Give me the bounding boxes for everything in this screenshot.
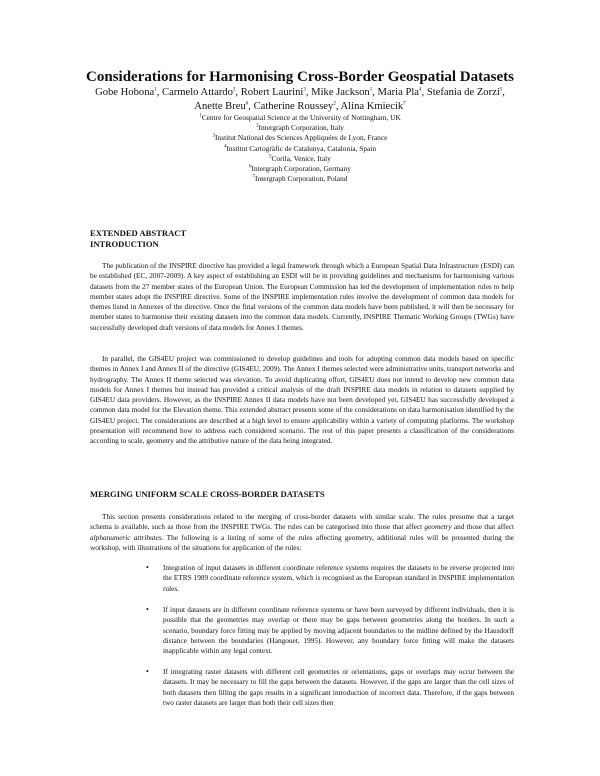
affiliation-text: Institut Cartogràfic de Catalunya, Catalonia, Spain [226, 143, 377, 153]
paper-title: Considerations for Harmonising Cross-Border Geospatial Datasets [86, 69, 514, 85]
bullet-marker: • [146, 605, 149, 614]
affiliation-item [40, 144, 560, 154]
affiliation-marker: 7 [252, 174, 256, 180]
bullet-item-raster: If integrating raster datasets with different cell geometries or orientations, gaps or overlaps may occur between the datasets. It may be necessary to fill the gaps between the datasets. However, if the gaps are larger than the cell sizes of both datasets then filling the gaps results in a significant introduction of incorrect data. Therefore, if the gaps between two raster datasets are larger than both their cell sizes then [163, 667, 514, 707]
affiliation-text: Institut National des Sciences Appliquées de Lyon, France [215, 133, 388, 143]
bullet-marker: • [146, 667, 149, 676]
affiliation-list [40, 113, 560, 184]
author-name: Stefania de Zorzi [426, 87, 500, 98]
author-name: Alina Kmiecik [340, 101, 404, 112]
merging-paragraph: This section presents considerations related to the merging of cross-border datasets with similar scale. The rules presume that a target schema is available, such as those from the INSPIRE TWGs. The rules can be categorised into those that affect geometry and those that affect alphanumeric attributes. The following is a listing of some of the rules affecting geometry, additional rules will be presented during the workshop, with illustrations of the situations for application of the rules: [90, 512, 514, 552]
intro-paragraph-2: In parallel, the GIS4EU project was commissioned to develop guidelines and tools for adopting common data models based on specific themes in Annex I and Annex II of the directive (GIS4EU, 2009). The Annex I themes selected were administrative units, transport networks and hydrography. The Annex II theme selected was elevation. To avoid duplicating effort, GIS4EU does not intend to develop new common data models for Annex I themes but instead has provided a critical analysis of the draft INSPIRE data models in relation to datasets supplied by GIS4EU data providers. However, as the INSPIRE Annex II data models have not been developed yet, GIS4EU has successfully developed a common data model for the Elevation theme. This extended abstract presents some of the considerations on data harmonisation identified by the GIS4EU project. The considerations are described at a high level to ensure applicability within a variety of computing platforms. The workshop presentation will recommend how to address each considered scenario. The rest of this paper presents a classification of the considerations according to scale, geometry and the attributive nature of the data being integrated. [90, 354, 514, 446]
author-name: Gobe Hobona [95, 87, 155, 98]
intro-paragraph-1: The publication of the INSPIRE directive has provided a legal framework through which a European Spatial Data Infrastructure (ESDI) can be established (EC, 2007-2009). A key aspect of establishing an ESDI will be in providing guidelines and mechanisms for harmonising various datasets from the 27 member states of the European Union. The European Commission has led the development of implementation rules to help member states adopt the INSPIRE directive. Some of the INSPIRE implementation rules involve the development of common data models for themes listed in Annexes of the directive. Once the final versions of the common data models have been published, it will then be necessary for member states to harmonise their existing datasets into the common data models. Currently, INSPIRE Thematic Working Groups (TWGs) have successfully developed draft versions of data models for Annex I themes. [90, 261, 514, 332]
author-line-2: Anette Breu$^6$, Catherine Roussey$^2$, Alina Kmiecik$^7$ [194, 101, 406, 112]
author-affiliation-marker: 2 [232, 87, 236, 93]
author-line-1: Gobe Hobona$^1$, Carmelo Attardo$^2$, Robert Laurini$^3$, Mike Jackson$^1$, Maria Pla$^4$, Stefania de Zorzi$^5$, [95, 87, 505, 98]
affiliation-item [40, 174, 560, 184]
author-name: Anette Breu [194, 101, 246, 112]
author-affiliation-marker: 5 [499, 87, 503, 93]
heading-introduction: INTRODUCTION [90, 239, 159, 249]
affiliation-text: Intergraph Corporation, Italy [258, 123, 344, 133]
heading-merging-datasets: MERGING UNIFORM SCALE CROSS-BORDER DATASETS [90, 489, 325, 499]
affiliation-marker: 1 [199, 113, 202, 119]
affiliation-item [40, 123, 560, 133]
affiliation-text: Intergraph Corporation, Poland [255, 174, 348, 184]
affiliation-text: Intergraph Corporation, Germany [251, 164, 351, 174]
author-affiliation-marker: 7 [403, 101, 406, 107]
author-name: Catherine Roussey [253, 101, 334, 112]
affiliation-item [40, 113, 560, 123]
affiliation-item [40, 133, 560, 143]
bullet-item-crs: Integration of input datasets in different coordinate reference systems requires the datasets to be reverse projected into the ETRS 1989 coordinate reference system, which is recognised as the European standard in INSPIRE implementation rules. [163, 563, 514, 593]
author-affiliation-marker: 1 [369, 87, 373, 93]
affiliation-marker: 5 [269, 154, 272, 160]
author-affiliation-marker: 2 [333, 101, 336, 107]
affiliation-text: Corila, Venice, Italy [271, 153, 331, 163]
affiliation-marker: 4 [223, 144, 227, 150]
author-name: Robert Laurini [240, 87, 304, 98]
affiliation-marker: 2 [256, 123, 259, 129]
affiliation-marker: 3 [212, 133, 216, 139]
affiliation-item [40, 164, 560, 174]
affiliation-marker: 6 [249, 164, 252, 170]
author-name: Carmelo Attardo [162, 87, 233, 98]
author-name: Maria Pla [377, 87, 420, 98]
bullet-item-force-fitting: If input datasets are in different coordinate reference systems or have been surveyed by different individuals, then it is possible that the geometries may overlap or there may be gaps between geometries along the borders. In such a scenario, boundary force fitting may be applied by moving adjacent boundaries to the midline defined by the Hausdorff distance between the boundaries (Hangouet, 1995). However, any boundary force fitting will make the datasets inapplicable within any legal context. [163, 605, 514, 656]
author-affiliation-marker: 6 [245, 101, 249, 107]
affiliation-text: Centre for Geospatial Science at the University of Nottingham, UK [201, 113, 401, 122]
author-name: Mike Jackson [311, 87, 370, 98]
bullet-marker: • [146, 563, 149, 572]
author-affiliation-marker: 1 [154, 87, 157, 93]
heading-extended-abstract: EXTENDED ABSTRACT [90, 228, 187, 238]
affiliation-item [40, 154, 560, 164]
author-list [40, 86, 560, 114]
author-affiliation-marker: 4 [419, 87, 422, 93]
author-affiliation-marker: 3 [303, 87, 306, 93]
